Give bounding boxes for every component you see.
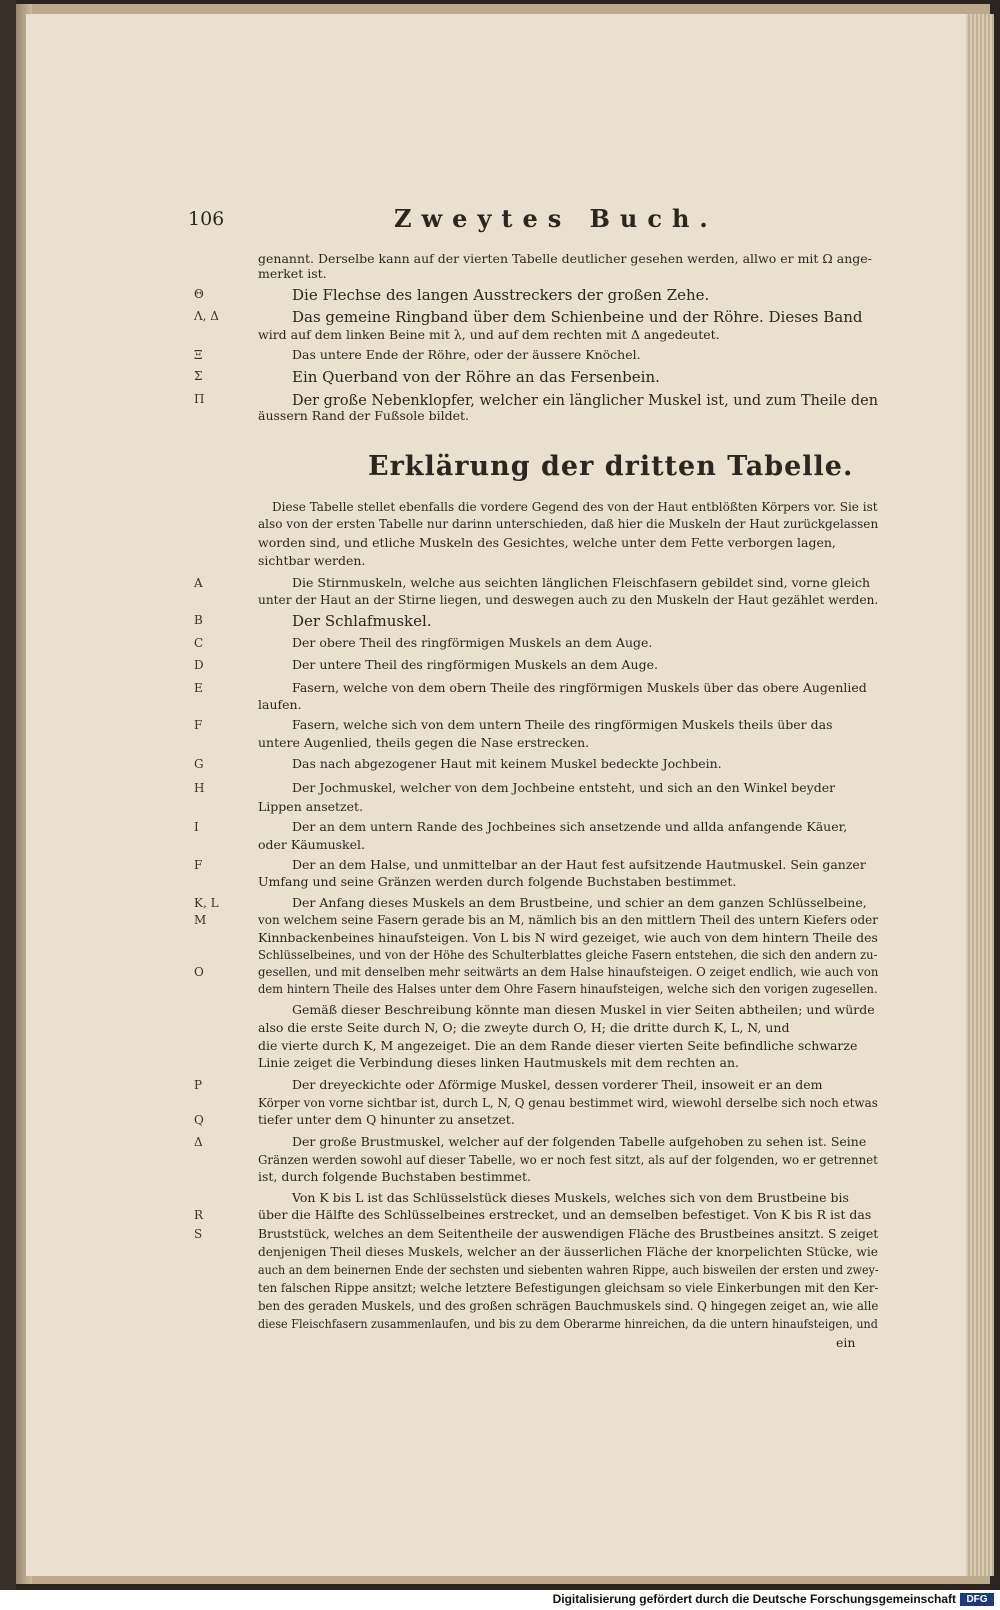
text-line: tiefer unter dem Q hinunter zu ansetzet. <box>258 1112 515 1127</box>
text-line: Die Stirnmuskeln, welche aus seichten länglichen Fleischfasern gebildet sind, vorne gleich <box>292 575 871 590</box>
text-line: Schlüsselbeines, und von der Höhe des Schulterblattes gleiche Fasern entstehen, die sich den andern zu- <box>258 947 878 962</box>
dfg-logo: DFG <box>960 1593 994 1606</box>
text-line: Der Anfang dieses Muskels an dem Brustbeine, und schier an dem ganzen Schlüsselbeine, <box>292 895 867 910</box>
text-line: wird auf dem linken Beine mit λ, und auf dem rechten mit Δ angedeutet. <box>258 327 720 342</box>
figure-marker: S <box>194 1227 203 1241</box>
section-heading: Erklärung der dritten Tabelle. <box>368 451 854 482</box>
text-line: Der untere Theil des ringförmigen Muskels an dem Auge. <box>292 657 658 672</box>
text-line: denjenigen Theil dieses Muskels, welcher an der äusserlichen Fläche der knorpelichten Stücke, wie <box>258 1244 878 1259</box>
text-line: Der Schlafmuskel. <box>292 612 432 630</box>
figure-marker: Q <box>194 1113 204 1127</box>
text-line: ist, durch folgende Buchstaben bestimmet. <box>258 1169 531 1184</box>
running-title: Zweytes Buch. <box>394 204 718 233</box>
figure-marker: R <box>194 1208 204 1222</box>
text-line: Der dreyeckichte oder Δförmige Muskel, dessen vorderer Theil, insoweit er an dem <box>292 1077 823 1092</box>
text-line: Die Flechse des langen Ausstreckers der großen Zehe. <box>292 286 710 304</box>
figure-marker: C <box>194 636 204 650</box>
text-line: auch an dem beinernen Ende der sechsten und siebenten wahren Rippe, auch bisweilen der ersten und zwey- <box>258 1262 879 1277</box>
text-line: von welchem seine Fasern gerade bis an M, nämlich bis an den mittlern Theil des untern Kiefers oder <box>258 912 878 927</box>
figure-marker: F <box>194 718 203 732</box>
text-line: Linie zeiget die Verbindung dieses linken Hautmuskels mit dem rechten an. <box>258 1055 740 1070</box>
figure-marker: Π <box>194 392 205 406</box>
footer-bar <box>0 1590 1000 1610</box>
text-line: Der Jochmuskel, welcher von dem Jochbeine entsteht, und sich an den Winkel beyder <box>292 780 836 795</box>
text-line: Körper von vorne sichtbar ist, durch L, N, Q genau bestimmet wird, wiewohl derselbe sich noch etwas <box>258 1095 878 1110</box>
text-line: ein <box>836 1335 856 1350</box>
figure-marker: K, L <box>194 896 219 910</box>
text-line: Von K bis L ist das Schlüsselstück dieses Muskels, welches sich von dem Brustbeine bis <box>292 1190 849 1205</box>
text-line: gesellen, und mit denselben mehr seitwärts an dem Halse hinaufsteigen. O zeiget endlich, wie auch von <box>258 964 879 979</box>
text-line: Umfang und seine Gränzen werden durch folgende Buchstaben bestimmet. <box>258 874 737 889</box>
text-line: sichtbar werden. <box>258 553 366 568</box>
text-line: also die erste Seite durch N, O; die zweyte durch O, H; die dritte durch K, L, N, und <box>258 1020 790 1035</box>
text-line: ben des geraden Muskels, und des großen schrägen Bauchmuskels sind. Q hingegen zeiget an, wie alle <box>258 1298 879 1313</box>
text-line: merket ist. <box>258 266 327 281</box>
text-line: Der obere Theil des ringförmigen Muskels an dem Auge. <box>292 635 653 650</box>
text-line: Das gemeine Ringband über dem Schienbeine und der Röhre. Dieses Band <box>292 308 863 326</box>
page-header <box>26 204 966 240</box>
book-cover-edge <box>0 0 16 1590</box>
text-line: die vierte durch K, M angezeiget. Die an dem Rande dieser vierten Seite befindliche schwarze <box>258 1038 858 1053</box>
figure-marker: P <box>194 1078 203 1092</box>
text-line: diese Fleischfasern zusammenlaufen, und bis zu dem Oberarme hinreichen, da die untern hinaufsteigen, und <box>258 1316 878 1331</box>
figure-marker: E <box>194 681 203 695</box>
figure-marker: Θ <box>194 287 204 301</box>
text-line: Fasern, welche sich von dem untern Theile des ringförmigen Muskels theils über das <box>292 717 833 732</box>
text-line: oder Käumuskel. <box>258 837 365 852</box>
text-line: Bruststück, welches an dem Seitentheile der auswendigen Fläche des Brustbeines ansitzt. S zeiget <box>258 1226 879 1241</box>
footer-credit: Digitalisierung gefördert durch die Deutsche Forschungsgemeinschaft <box>552 1592 956 1606</box>
text-line: Diese Tabelle stellet ebenfalls die vordere Gegend des von der Haut entblößten Körpers vor. Sie ist <box>272 499 878 514</box>
figure-marker: A <box>194 576 203 590</box>
text-line: unter der Haut an der Stirne liegen, und deswegen auch zu den Muskeln der Haut gezählet werden. <box>258 592 879 607</box>
figure-marker: M <box>194 913 207 927</box>
text-line: Der große Nebenklopfer, welcher ein länglicher Muskel ist, und zum Theile den <box>292 391 879 409</box>
page-number: 106 <box>188 208 225 230</box>
text-line: Gränzen werden sowohl auf dieser Tabelle, wo er noch fest sitzt, als auf der folgenden, wo er getrennet <box>258 1152 878 1167</box>
figure-marker: H <box>194 781 205 795</box>
text-line: Der an dem Halse, und unmittelbar an der Haut fest aufsitzende Hautmuskel. Sein ganzer <box>292 857 866 872</box>
text-line: untere Augenlied, theils gegen die Nase erstrecken. <box>258 735 590 750</box>
figure-marker: O <box>194 965 204 979</box>
text-line: Lippen ansetzet. <box>258 799 364 814</box>
text-line: worden sind, und etliche Muskeln des Gesichtes, welche unter dem Fette verborgen lagen, <box>258 535 836 550</box>
figure-marker: D <box>194 658 204 672</box>
text-line: ten falschen Rippe ansitzt; welche letztere Befestigungen gleichsam so viele Einkerbungen mit den Ker- <box>258 1280 879 1295</box>
figure-marker: Δ <box>194 1135 203 1149</box>
figure-marker: Σ <box>194 369 203 383</box>
page-fore-edge <box>966 14 994 1576</box>
page-sheet <box>26 14 966 1576</box>
text-line: laufen. <box>258 697 302 712</box>
text-line: Fasern, welche von dem obern Theile des ringförmigen Muskels über das obere Augenlied <box>292 680 867 695</box>
figure-marker: B <box>194 613 203 627</box>
text-line: Kinnbackenbeines hinaufsteigen. Von L bis N wird gezeiget, wie auch von dem hintern Theile des <box>258 930 878 945</box>
text-line: Das nach abgezogener Haut mit keinem Muskel bedeckte Jochbein. <box>292 756 722 771</box>
figure-marker: G <box>194 757 204 771</box>
text-line: Ein Querband von der Röhre an das Fersenbein. <box>292 368 660 386</box>
figure-marker: F <box>194 858 203 872</box>
text-line: Der an dem untern Rande des Jochbeines sich ansetzende und allda anfangende Käuer, <box>292 819 848 834</box>
text-line: dem hintern Theile des Halses unter dem Ohre Fasern hinaufsteigen, welche sich den vorigen zugesellen. <box>258 981 878 996</box>
figure-marker: I <box>194 820 199 834</box>
figure-marker: Λ, Δ <box>194 309 219 323</box>
text-line: Das untere Ende der Röhre, oder der äussere Knöchel. <box>292 347 641 362</box>
text-line: Der große Brustmuskel, welcher auf der folgenden Tabelle aufgehoben zu sehen ist. Seine <box>292 1134 867 1149</box>
figure-marker: Ξ <box>194 348 203 362</box>
text-line: also von der ersten Tabelle nur darinn unterschieden, daß hier die Muskeln der Haut zurückgelassen <box>258 516 879 531</box>
text-line: über die Hälfte des Schlüsselbeines erstrecket, und an demselben befestiget. Von K bis R ist das <box>258 1207 872 1222</box>
text-line: Gemäß dieser Beschreibung könnte man diesen Muskel in vier Seiten abtheilen; und würde <box>292 1002 875 1017</box>
text-line: genannt. Derselbe kann auf der vierten Tabelle deutlicher gesehen werden, allwo er mit Ω ange- <box>258 251 872 266</box>
text-line: äussern Rand der Fußsole bildet. <box>258 408 470 423</box>
